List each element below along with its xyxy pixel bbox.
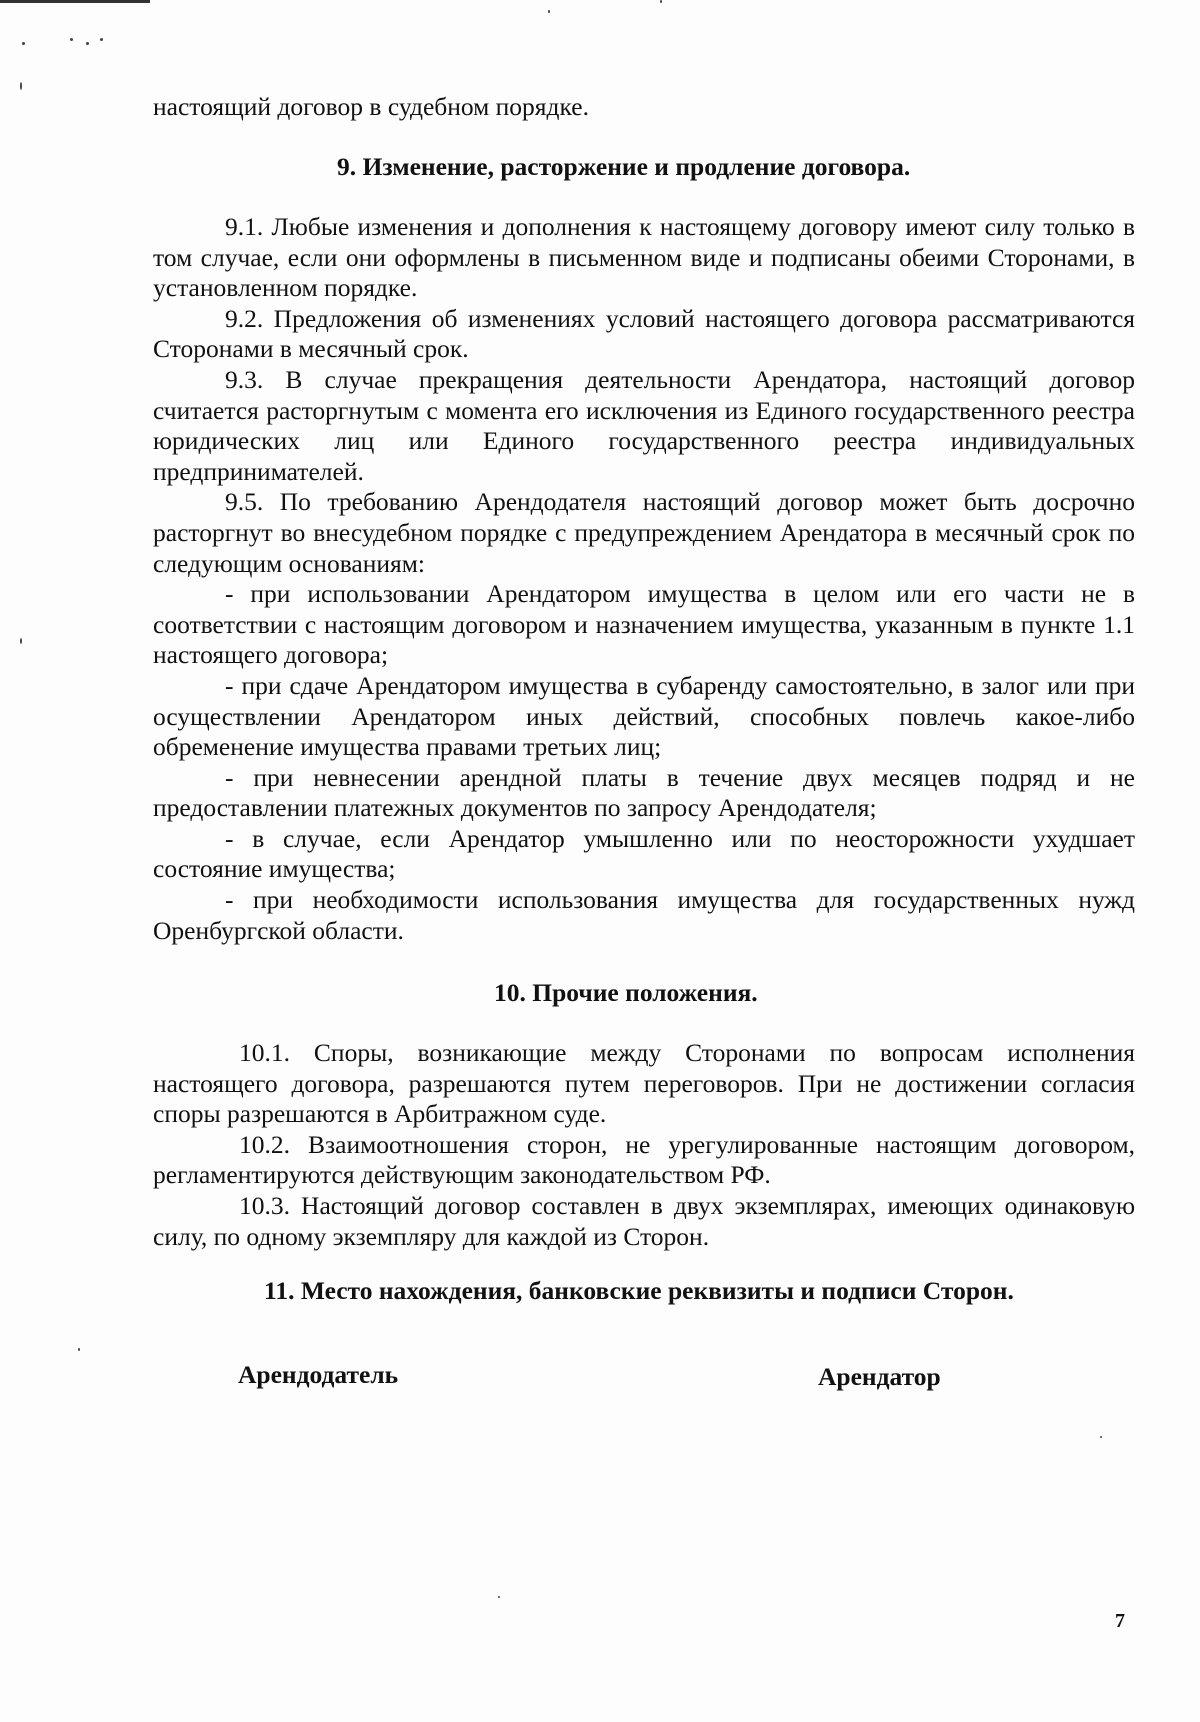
scan-artifact: [20, 638, 22, 644]
clause-9-3: 9.3. В случае прекращения деятельности Арендатора, настоящий договор считается расторгнутым с момента его исключения из Единого государственного реестра юридических лиц или Единого государственного реестра индивидуальных предпринимателей.: [153, 364, 1135, 486]
landlord-label: Арендодатель: [238, 1360, 399, 1389]
scan-artifact: [86, 42, 89, 45]
scan-artifact: [70, 38, 73, 41]
section-10-body: [153, 1038, 1135, 1252]
clause-9-1: 9.1. Любые изменения и дополнения к настоящему договору имеют силу только в том случае, если они оформлены в письменном виде и подписаны обеими Сторонами, в установленном порядке.: [153, 212, 1135, 303]
clause-9-2: 9.2. Предложения об изменениях условий настоящего договора рассматриваются Сторонами в месячный срок.: [153, 303, 1135, 364]
page-number: 7: [1115, 1610, 1125, 1632]
section-11-heading: 11. Место нахождения, банковские реквизиты и подписи Сторон.: [264, 1276, 1014, 1305]
scan-artifact: [100, 38, 103, 41]
continuation-line: настоящий договор в судебном порядке.: [153, 92, 589, 121]
scan-artifact: [498, 1596, 500, 1598]
section-10-heading: 10. Прочие положения.: [494, 978, 758, 1007]
list-item: - при сдаче Арендатором имущества в субаренду самостоятельно, в залог или при осуществлении Арендатором иных действий, способных повлечь какое-либо обременение имущества правами третьих лиц;: [153, 670, 1135, 762]
list-item: - при использовании Арендатором имущества в целом или его части не в соответствии с настоящим договором и назначением имущества, указанным в пункте 1.1 настоящего договора;: [153, 579, 1135, 670]
scan-artifact: [1100, 1436, 1102, 1438]
scan-artifact: [22, 42, 25, 45]
list-item: - при невнесении арендной платы в течение двух месяцев подряд и не предоставлении платежных документов по запросу Арендодателя;: [153, 762, 1135, 823]
scan-artifact: [660, 0, 662, 3]
clause-10-1: 10.1. Споры, возникающие между Сторонами по вопросам исполнения настоящего договора, разрешаются путем переговоров. При не достижении согласия споры разрешаются в Арбитражном суде.: [153, 1038, 1135, 1129]
tenant-label: Арендатор: [818, 1362, 941, 1391]
section-9-body: [153, 212, 1135, 946]
section-9-heading: 9. Изменение, расторжение и продление договора.: [337, 152, 911, 181]
clause-10-2: 10.2. Взаимоотношения сторон, не урегулированные настоящим договором, регламентируются действующим законодательством РФ.: [153, 1129, 1135, 1190]
clause-10-3: 10.3. Настоящий договор составлен в двух экземплярах, имеющих одинаковую силу, по одному экземпляру для каждой из Сторон.: [153, 1190, 1135, 1251]
scan-artifact: [548, 10, 550, 13]
scan-artifact: [20, 82, 22, 90]
list-item: - в случае, если Арендатор умышленно или по неосторожности ухудшает состояние имущества;: [153, 823, 1135, 884]
scan-artifact: [0, 0, 150, 3]
clause-9-5: 9.5. По требованию Арендодателя настоящий договор может быть досрочно расторгнут во внесудебном порядке с предупреждением Арендатора в месячный срок по следующим основаниям:: [153, 487, 1135, 578]
list-item: - при необходимости использования имущества для государственных нужд Оренбургской области.: [153, 885, 1135, 945]
scan-artifact: [78, 1348, 80, 1351]
